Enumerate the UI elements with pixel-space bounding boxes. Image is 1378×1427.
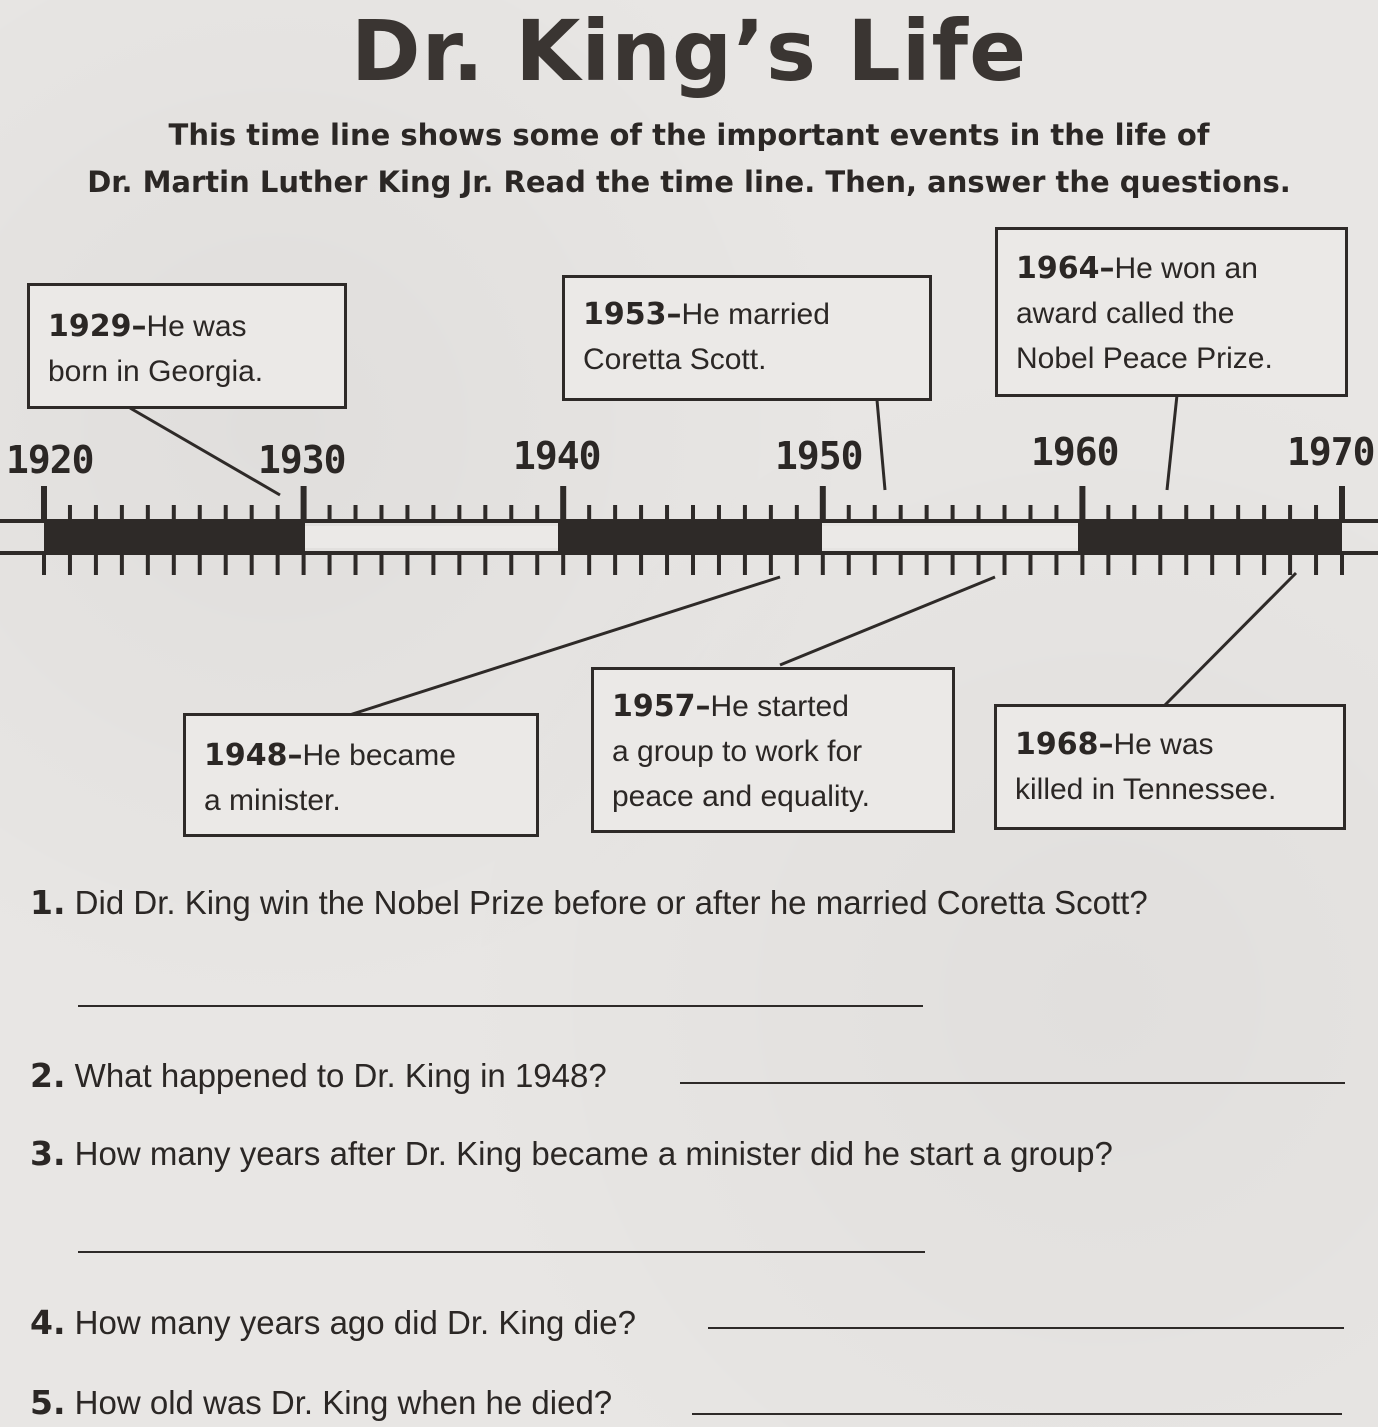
year-tick-bottom [146,553,150,575]
year-tick-top [328,505,332,521]
question-text: What happened to Dr. King in 1948? [74,1057,607,1094]
year-tick-bottom [1288,553,1292,575]
year-tick-bottom [1158,553,1162,575]
year-tick-top [94,505,98,521]
decade-label-1970: 1970 [1287,430,1375,474]
year-tick-top [431,505,435,521]
year-tick-top [873,505,877,521]
year-tick-bottom [457,553,461,575]
question-number: 5. [30,1383,66,1422]
event-box-1953 [562,275,932,401]
year-tick-bottom [172,553,176,575]
year-tick-top [1158,505,1162,521]
year-tick-top [743,505,747,521]
year-tick-top [1054,505,1058,521]
year-tick-top [68,505,72,521]
year-tick-top [1288,505,1292,521]
worksheet-title: Dr. King’s Life [350,2,1028,100]
year-tick-top [146,505,150,521]
decade-tick [1079,486,1085,521]
event-text: He won an [1114,252,1258,285]
connector-1968 [1165,573,1296,705]
year-tick-bottom [1028,553,1032,575]
event-year: 1964 [1016,251,1100,286]
question-text: How many years after Dr. King became a minister did he start a group? [74,1135,1113,1172]
year-tick-top [250,505,254,521]
event-dash: – [695,689,711,724]
event-box-1957 [591,667,955,833]
year-tick-top [691,505,695,521]
question-4 [30,1303,636,1342]
year-tick-bottom [821,553,825,575]
year-tick-top [224,505,228,521]
year-tick-bottom [68,553,72,575]
year-tick-bottom [795,553,799,575]
year-tick-bottom [691,553,695,575]
event-text: killed in Tennessee. [1015,773,1277,806]
question-number: 2. [30,1056,66,1095]
year-tick-top [925,505,929,521]
year-tick-bottom [1132,553,1136,575]
intro-line-1: This time line shows some of the important events in the life of [168,118,1210,152]
question-text: Did Dr. King win the Nobel Prize before or after he married Coretta Scott? [74,884,1148,921]
year-tick-bottom [509,553,513,575]
year-tick-top [457,505,461,521]
year-tick-bottom [198,553,202,575]
year-tick-top [1003,505,1007,521]
decade-label-1960: 1960 [1031,430,1119,474]
year-tick-bottom [587,553,591,575]
event-text: award called the [1016,297,1235,330]
year-tick-top [795,505,799,521]
year-tick-bottom [951,553,955,575]
year-tick-bottom [1210,553,1214,575]
year-tick-bottom [405,553,409,575]
year-tick-top [1106,505,1110,521]
answer-line-2[interactable] [680,1082,1345,1084]
event-year: 1953 [583,297,667,332]
answer-line-5[interactable] [692,1413,1342,1415]
event-year: 1929 [48,309,132,344]
question-number: 4. [30,1303,66,1342]
year-tick-top [172,505,176,521]
year-tick-top [405,505,409,521]
event-year: 1968 [1015,727,1099,762]
year-tick-bottom [665,553,669,575]
year-tick-bottom [379,553,383,575]
year-tick-bottom [1314,553,1318,575]
year-tick-bottom [1106,553,1110,575]
year-tick-top [1184,505,1188,521]
year-tick-bottom [328,553,332,575]
connector-1953 [877,400,885,490]
event-text: born in Georgia. [48,355,264,388]
decade-label-1920: 1920 [6,438,94,482]
year-tick-top [639,505,643,521]
decade-band-1930s [305,526,558,548]
year-tick-bottom [535,553,539,575]
year-tick-top [1210,505,1214,521]
event-dash: – [1099,251,1115,286]
year-tick-top [276,505,280,521]
decade-tick [301,486,307,521]
year-tick-top [977,505,981,521]
event-dash: – [1098,727,1114,762]
year-tick-top [198,505,202,521]
year-tick-bottom [354,553,358,575]
event-text: a group to work for [612,735,863,768]
year-tick-bottom [1262,553,1266,575]
decade-band-1920s [44,521,305,553]
year-tick-bottom [561,553,565,575]
decade-band-1950s [822,526,1078,548]
connector-1964 [1167,395,1177,490]
event-text: Coretta Scott. [583,343,767,376]
question-5 [30,1383,612,1422]
timeline-ticks-bottom [42,553,1344,575]
event-text: He was [146,310,247,343]
question-text: How old was Dr. King when he died? [74,1384,613,1421]
timeline-ticks-top [42,505,1344,521]
year-tick-top [120,505,124,521]
year-tick-top [509,505,513,521]
year-tick-top [951,505,955,521]
question-1 [30,883,1148,922]
intro-line-2: Dr. Martin Luther King Jr. Read the time line. Then, answer the questions. [87,165,1291,199]
decade-tick [1339,486,1345,521]
year-tick-top [1236,505,1240,521]
event-dash: – [287,738,303,773]
year-tick-bottom [639,553,643,575]
year-tick-bottom [977,553,981,575]
year-tick-top [379,505,383,521]
year-tick-top [1314,505,1318,521]
year-tick-bottom [276,553,280,575]
year-tick-bottom [302,553,306,575]
event-text: peace and equality. [612,780,870,813]
event-text: Nobel Peace Prize. [1016,342,1273,375]
answer-line-4[interactable] [708,1327,1344,1329]
decade-tick [41,486,47,521]
question-2 [30,1056,607,1095]
year-tick-bottom [431,553,435,575]
year-tick-bottom [1080,553,1084,575]
question-number: 3. [30,1134,66,1173]
year-tick-bottom [717,553,721,575]
year-tick-bottom [847,553,851,575]
question-text: How many years ago did Dr. King die? [74,1304,636,1341]
year-tick-bottom [925,553,929,575]
event-box-1968 [994,704,1346,830]
year-tick-bottom [1184,553,1188,575]
year-tick-bottom [483,553,487,575]
year-tick-bottom [1340,553,1344,575]
event-year: 1948 [204,738,288,773]
decade-tick [820,486,826,521]
year-tick-top [769,505,773,521]
year-tick-bottom [613,553,617,575]
year-tick-bottom [224,553,228,575]
decade-band-1960s [1078,521,1342,553]
event-box-1964 [995,227,1348,397]
question-number: 1. [30,883,66,922]
year-tick-top [354,505,358,521]
year-tick-top [717,505,721,521]
event-box-1948 [183,713,539,837]
year-tick-top [847,505,851,521]
year-tick-bottom [873,553,877,575]
event-text: a minister. [204,784,341,817]
connector-1957 [780,577,995,665]
question-3 [30,1134,1113,1173]
decade-band-1940s [558,521,822,553]
event-text: He married [681,298,830,331]
year-tick-bottom [42,553,46,575]
event-text: He became [302,739,456,772]
year-tick-top [613,505,617,521]
decade-label-1950: 1950 [775,434,863,478]
year-tick-top [483,505,487,521]
year-tick-top [1028,505,1032,521]
event-dash: – [666,297,682,332]
year-tick-top [665,505,669,521]
year-tick-bottom [769,553,773,575]
year-tick-bottom [1003,553,1007,575]
year-tick-bottom [899,553,903,575]
year-tick-bottom [1236,553,1240,575]
answer-line-3[interactable] [78,1251,925,1253]
year-tick-bottom [94,553,98,575]
answer-line-1[interactable] [78,1005,923,1007]
year-tick-top [535,505,539,521]
decade-label-1940: 1940 [513,434,601,478]
event-dash: – [131,309,147,344]
year-tick-top [587,505,591,521]
year-tick-top [1262,505,1266,521]
year-tick-top [1132,505,1136,521]
decade-tick [560,486,566,521]
year-tick-top [899,505,903,521]
event-text: He started [710,690,849,723]
year-tick-bottom [120,553,124,575]
event-box-1929 [27,283,347,409]
year-tick-bottom [1054,553,1058,575]
year-tick-bottom [250,553,254,575]
event-text: He was [1113,728,1214,761]
event-year: 1957 [612,689,696,724]
year-tick-bottom [743,553,747,575]
decade-label-1930: 1930 [258,438,346,482]
